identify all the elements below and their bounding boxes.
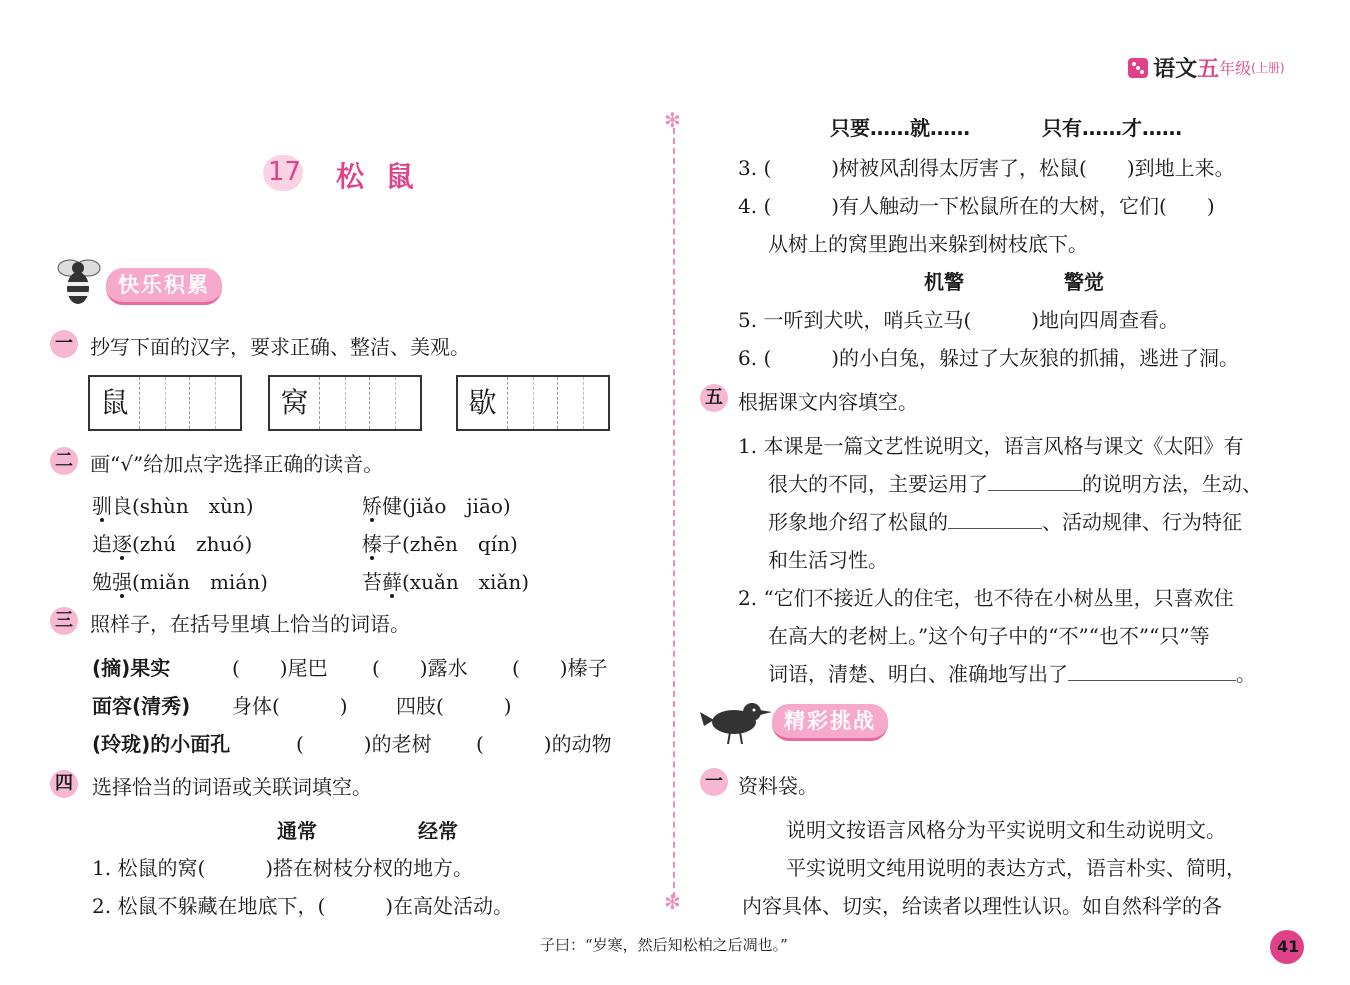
page-number: 41: [1277, 937, 1300, 956]
fill-phrase[interactable]: ( )的动物: [476, 732, 612, 756]
copy-char: 歇: [458, 377, 508, 429]
bee-icon: [52, 254, 104, 314]
question-number-1: 一: [50, 330, 78, 358]
paragraph-line: 1. 本课是一篇文艺性说明文，语言风格与课文《太阳》有: [738, 434, 1244, 458]
page-divider: [673, 128, 675, 898]
text-run: 词语，清楚、明白、准确地写出了: [768, 662, 1068, 686]
copy-grid-2: [268, 375, 422, 431]
word-option: 通常: [277, 819, 317, 843]
pinyin-item[interactable]: 追逐(zhú zhuó): [92, 532, 253, 556]
divider-star-bottom: ✻: [664, 890, 681, 914]
example-phrase: 面容(清秀): [92, 694, 191, 718]
paragraph-line: 在高大的老树上。”这个句子中的“不”“也不”“只”等: [768, 624, 1210, 648]
question-number-4: 四: [50, 770, 78, 798]
text-run: 。: [1236, 662, 1256, 686]
paragraph-line: 内容具体、切实，给读者以理性认识。如自然科学的各: [742, 894, 1222, 918]
fill-phrase[interactable]: 四肢( ): [396, 694, 512, 718]
text-run: 、活动规律、行为特征: [1042, 510, 1242, 534]
copy-cell[interactable]: [370, 377, 420, 429]
emphasis-dot: [120, 556, 124, 560]
pinyin-item[interactable]: 矫健(jiǎo jiāo): [362, 494, 511, 518]
paragraph-line: 和生活习性。: [768, 548, 888, 572]
conjunction-option: 只有……才……: [1042, 116, 1182, 140]
copy-grid-3: [456, 375, 610, 431]
header-grade-suffix: 年级: [1219, 59, 1252, 78]
footer-quote: 子曰：“岁寒，然后知松柏之后凋也。”: [540, 936, 788, 954]
challenge-number-1: 一: [700, 768, 728, 796]
text-run: 形象地介绍了松鼠的: [768, 510, 948, 534]
lesson-title: 松 鼠: [336, 160, 420, 193]
question-number-5: 五: [700, 384, 728, 412]
paragraph-line: [768, 658, 1256, 687]
word-option: 经常: [418, 819, 458, 843]
example-phrase: (摘)果实: [92, 656, 171, 680]
pinyin-item[interactable]: 驯良(shùn xùn): [92, 494, 254, 518]
question-number-2: 二: [50, 447, 78, 475]
paragraph-line: [768, 506, 1242, 535]
fill-sentence[interactable]: 1. 松鼠的窝( )搭在树枝分杈的地方。: [92, 856, 474, 880]
section-banner-challenge: 精彩挑战: [772, 704, 888, 741]
fill-sentence[interactable]: 4. ( )有人触动一下松鼠所在的大树，它们( ): [738, 194, 1215, 218]
bird-icon: [700, 698, 774, 752]
question-2-text: 画“√”给加点字选择正确的读音。: [90, 452, 384, 476]
question-1-text: 抄写下面的汉字，要求正确、整洁、美观。: [90, 335, 470, 359]
paragraph-line: [768, 468, 1262, 497]
lesson-number: 17: [268, 157, 302, 187]
copy-cell[interactable]: [320, 377, 370, 429]
text-run: 很大的不同，主要运用了: [768, 472, 988, 496]
pinyin-item[interactable]: 榛子(zhēn qín): [362, 532, 518, 556]
emphasis-dot: [100, 518, 104, 522]
emphasis-dot: [370, 556, 374, 560]
section-banner-accumulate: 快乐积累: [106, 268, 222, 305]
header-grade: 五: [1197, 57, 1220, 82]
challenge-1-text: 资料袋。: [738, 774, 818, 798]
pinyin-item[interactable]: 苔藓(xuǎn xiǎn): [362, 570, 530, 594]
word-option: 机警: [924, 270, 964, 294]
text-run: 的说明方法，生动、: [1082, 472, 1262, 496]
fill-phrase[interactable]: ( )榛子: [512, 656, 608, 680]
emphasis-dot: [370, 518, 374, 522]
fill-sentence[interactable]: 3. ( )树被风刮得太厉害了，松鼠( )到地上来。: [738, 156, 1235, 180]
answer-blank[interactable]: [948, 510, 1042, 529]
fill-phrase[interactable]: ( )露水: [372, 656, 468, 680]
question-number-3: 三: [50, 607, 78, 635]
answer-blank[interactable]: [1068, 662, 1236, 681]
fill-sentence[interactable]: 6. ( )的小白兔，躲过了大灰狼的抓捕，逃进了洞。: [738, 346, 1240, 370]
copy-grid-1: [88, 375, 242, 431]
fill-sentence[interactable]: 5. 一听到犬吠，哨兵立马( )地向四周查看。: [738, 308, 1180, 332]
answer-blank[interactable]: [988, 472, 1082, 491]
conjunction-option: 只要……就……: [830, 116, 970, 140]
paragraph-line: 平实说明文纯用说明的表达方式，语言朴实、简明，: [786, 856, 1246, 880]
header-volume: (上册): [1251, 61, 1285, 75]
copy-cell[interactable]: [558, 377, 608, 429]
fill-sentence[interactable]: 2. 松鼠不躲藏在地底下，( )在高处活动。: [92, 894, 514, 918]
fill-phrase[interactable]: ( )的老树: [296, 732, 432, 756]
pinyin-item[interactable]: 勉强(miǎn mián): [92, 570, 268, 594]
fill-phrase[interactable]: 身体( ): [232, 694, 348, 718]
copy-cell[interactable]: [140, 377, 190, 429]
divider-star-top: ✻: [664, 108, 681, 132]
copy-char: 窝: [270, 377, 320, 429]
question-4-text: 选择恰当的词语或关联词填空。: [92, 775, 372, 799]
emphasis-dot: [120, 594, 124, 598]
paragraph-line: 2. “它们不接近人的住宅，也不待在小树丛里，只喜欢住: [738, 586, 1234, 610]
copy-cell[interactable]: [190, 377, 240, 429]
example-phrase: (玲珑)的小面孔: [92, 732, 231, 756]
header-subject: 语文: [1153, 57, 1198, 82]
dice-icon: [1128, 58, 1148, 78]
question-5-text: 根据课文内容填空。: [738, 390, 918, 414]
copy-char: 鼠: [90, 377, 140, 429]
fill-phrase[interactable]: ( )尾巴: [232, 656, 328, 680]
question-3-text: 照样子，在括号里填上恰当的词语。: [90, 612, 410, 636]
word-option: 警觉: [1064, 270, 1104, 294]
fill-sentence-continued: 从树上的窝里跑出来躲到树枝底下。: [768, 232, 1088, 256]
header-logo: [1128, 52, 1285, 83]
paragraph-line: 说明文按语言风格分为平实说明文和生动说明文。: [786, 818, 1226, 842]
copy-cell[interactable]: [508, 377, 558, 429]
emphasis-dot: [390, 594, 394, 598]
